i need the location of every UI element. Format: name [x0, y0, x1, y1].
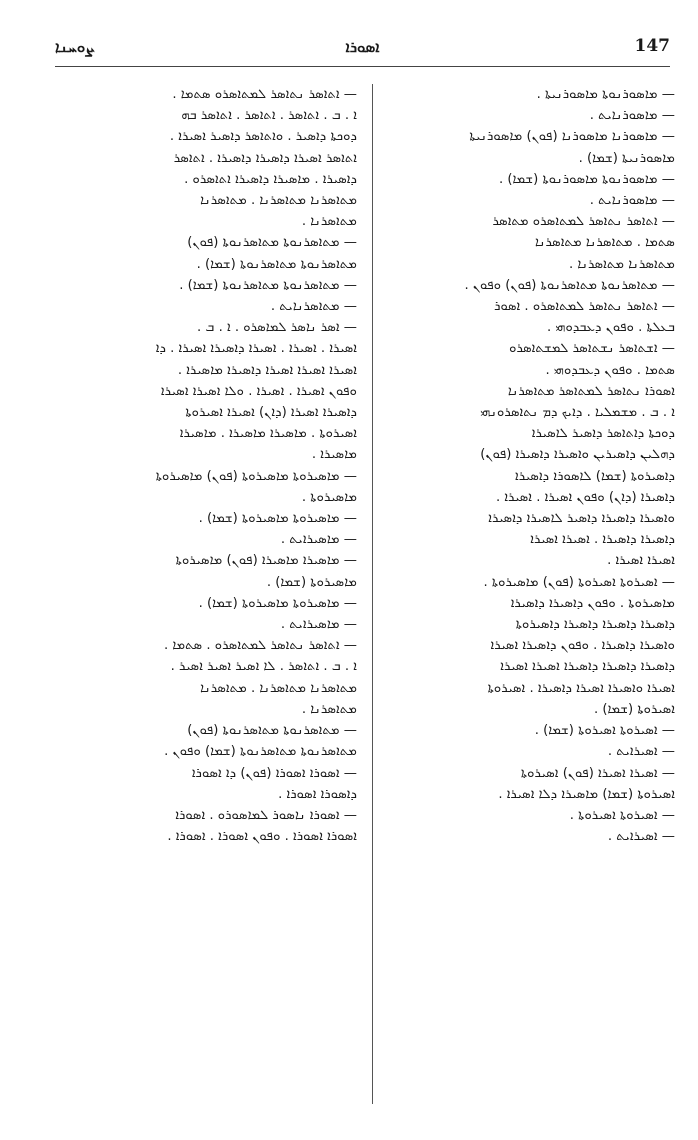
column-divider [372, 84, 373, 1104]
column-right: — ܡܐܣܘܪܢܘܬܐ ܡܐܣܘܪܢܝܬܐ . — ܡܐܣܘܪܢܐܝܬ . — ܡܐܣܘܪܢܐ ܡܐܣܘܪܢܐ (ܦܘܢ) ܡܐܣܘܪܢܝܬܐ ܡܐܣܘܪܢܝܬܐ (ܫܡܐ) . — ܡܐܣܘܪܢܘܬܐ ܡܐܣܘܪܢܘܬܐ (ܫܡܐ) . — ܡܐܣܘܪܢܐܝܬ . — ܐܬܐܣܪ ܢܬܐܣܪ ܠܡܬܐܣܪܘ ܡܬܐܣܪ ܣܬܡܐ . ܡܬܐܣܪܢܐ ܡܬܐܣܪܢܐ ܡܬܐܣܪܢܐ ܡܬܐܣܪܢܐ . — ܡܬܐܣܪܢܘܬܐ ܡܬܐܣܪܢܘܬܐ (ܦܘܢ) ܘܦܘܢ . — ܐܬܐܣܪ ܢܬܐܣܪ ܠܡܬܐܣܪܘ . ܐܣܘܪ ܒܥܠܬܐ . ܘܦܘܢ ܕܥܒܕܘܗܝ . — ܐܫܬܐܣܪ ܢܫܬܐܣܪ ܠܡܫܬܐܣܪܘ ܣܬܡܐ . ܘܦܘܢ ܕܥܒܕܘܗܝ . ܐܣܘܪܐ ܢܬܐܣܪ ܠܡܬܐܣܪ ܡܬܐܣܪܢܐ ܐ . ܒ . ܡܫܡܠܝܐ . ܕܐܝܟ ܕܡ ܢܬܐܣܪܘܢܗܝ ܕܘܟܬܐ ܕܐܬܐܣܪ ܕܐܣܝܪ ܠܐܣܝܪܐ ܕܗܠܝܢ ܕܐܣܝܪܝܢ ܘܐܣܝܪܐ ܕܐܣܝܪܐ (ܦܘܢ) ܕܐܣܝܪܘܬܐ (ܫܡܐ) ܠܐܣܘܪܐ ܕܐܣܝܪܐ ܕܐܣܝܪܐ (ܕܐܢ) ܘܦܘܢ ܐܣܝܪܐ . ܐܣܝܪܐ . ܘܐܣܝܪܐ ܕܐܣܝܪܐ ܕܐܣܝܪ ܠܐܣܝܪܐ ܕܐܣܝܪܐ ܕܐܣܝܪܐ ܕܐܣܝܪܐ . ܐܣܝܪܐ ܐܣܝܪܐ ܐܣܝܪܐ ܐܣܝܪܐ . — ܐܣܝܪܘܬܐ ܐܣܝܪܘܬܐ (ܦܘܢ) ܡܐܣܝܪܘܬܐ . ܡܐܣܝܪܘܬܐ . ܘܦܘܢ ܕܐܣܝܪܐ ܕܐܣܝܪܐ ܕܐܣܝܪܐ ܕܐܣܝܪܐ ܕܐܣܝܪܐ ܕܐܣܝܪܘܬܐ ܘܐܣܝܪܐ ܕܐܣܝܪܐ . ܘܦܘܢ ܕܐܣܝܪܐ ܐܣܝܪܐ ܕܐܣܝܪܐ ܕܐܣܝܪܐ ܕܐܣܝܪܐ ܐܣܝܪܐ ܐܣܝܪܐ ܐܣܝܪܐ ܘܐܣܝܪܐ ܐܣܝܪܐ ܕܐܣܝܪܐ . ܐܣܝܪܘܬܐ ܐܣܝܪܘܬܐ (ܫܡܐ) . — ܐܣܝܪܘܬܐ ܐܣܝܪܘܬܐ (ܫܡܐ) . — ܐܣܝܪܐܝܬ . — ܐܣܝܪܐ ܐܣܝܪܐ (ܦܘܢ) ܐܣܝܪܘܬܐ ܐܣܝܪܘܬܐ (ܫܡܐ) ܡܐܣܝܪܐ ܕܠܐ ܐܣܝܪܐ . — ܐܣܝܪܘܬܐ ܐܣܝܪܘܬܐ . — ܐܣܝܪܐܝܬ . [464, 87, 675, 845]
header-rule [55, 66, 670, 67]
page-number: 147 [634, 36, 670, 56]
page-header [55, 36, 670, 66]
running-head-left: ܨܘܚܢܐ [55, 38, 94, 56]
column-left: — ܐܬܐܣܪ ܢܬܐܣܪ ܠܡܬܐܣܪܘ ܣܬܡܐ . ܐ . ܒ . ܐܬܐܣܪ . ܐܬܐܣܪ . ܐܬܐܣܪ ܒܗ ܕܘܟܬܐ ܕܐܣܝܪ . ܘܐܬܐܣܪ ܕܐܣܝܪ ܐܣܝܪܐ . ܐܬܐܣܪ ܐܣܝܪܐ ܕܐܣܝܪܐ ܕܐܣܝܪܐ . ܐܬܐܣܪ ܕܐܣܝܪܐ . ܡܐܣܝܪܐ ܕܐܣܝܪܐ ܐܬܐܣܪܘ . ܡܬܐܣܪܢܐ ܡܬܐܣܪܢܐ . ܡܬܐܣܪܢܐ ܡܬܐܣܪܢܐ . — ܡܬܐܣܪܢܘܬܐ ܡܬܐܣܪܢܘܬܐ (ܦܘܢ) ܡܬܐܣܪܢܘܬܐ ܡܬܐܣܪܢܘܬܐ (ܫܡܐ) . — ܡܬܐܣܪܢܘܬܐ ܡܬܐܣܪܢܘܬܐ (ܫܡܐ) . — ܡܬܐܣܪܢܐܝܬ . — ܐܣܪ ܢܐܣܪ ܠܡܐܣܪܘ . ܐ . ܒ . ܐܣܝܪܐ . ܐܣܝܪܐ . ܐܣܝܪܐ ܕܐܣܝܪܐ ܐܣܝܪܐ . ܕܐ ܐܣܝܪܐ ܐܣܝܪܐ ܐܣܝܪܐ ܕܐܣܝܪܐ ܡܐܣܝܪܐ . ܘܦܘܢ ܐܣܝܪܐ . ܐܣܝܪܐ . ܘܠܐ ܐܣܝܪܐ ܐܣܝܪܐ ܕܐܣܝܪܐ ܐܣܝܪܐ (ܕܐܢ) ܐܣܝܪܐ ܐܣܝܪܘܬܐ ܐܣܝܪܘܬܐ . ܡܐܣܝܪܐ ܡܐܣܝܪܐ . ܡܐܣܝܪܐ ܡܐܣܝܪܐ . — ܡܐܣܝܪܘܬܐ ܡܐܣܝܪܘܬܐ (ܦܘܢ) ܡܐܣܝܪܘܬܐ ܡܐܣܝܪܘܬܐ . — ܡܐܣܝܪܘܬܐ ܡܐܣܝܪܘܬܐ (ܫܡܐ) . — ܡܐܣܝܪܐܝܬ . — ܡܐܣܝܪܐ ܡܐܣܝܪܐ (ܦܘܢ) ܡܐܣܝܪܘܬܐ ܡܐܣܝܪܘܬܐ (ܫܡܐ) . — ܡܐܣܝܪܘܬܐ ܡܐܣܝܪܘܬܐ (ܫܡܐ) . — ܡܐܣܝܪܐܝܬ . — ܐܬܐܣܪ ܢܬܐܣܪ ܠܡܬܐܣܪܘ . ܣܬܡܐ . ܐ . ܒ . ܐܬܐܣܪ . ܠܐ ܐܣܝܪ ܐܣܝܪ ܐܣܝܪ . ܡܬܐܣܪܢܐ ܡܬܐܣܪܢܐ . ܡܬܐܣܪܢܐ ܡܬܐܣܪܢܐ . — ܡܬܐܣܪܢܘܬܐ ܡܬܐܣܪܢܘܬܐ (ܦܘܢ) ܡܬܐܣܪܢܘܬܐ ܡܬܐܣܪܢܘܬܐ (ܫܡܐ) ܘܦܘܢ . — ܐܣܘܪܐ ܐܣܘܪܐ (ܦܘܢ) ܕܐ ܐܣܘܪܐ ܕܐܣܘܪܐ ܐܣܘܪܐ . — ܐܣܘܪܐ ܢܐܣܘܪ ܠܡܐܣܘܪܘ . ܐܣܘܪܐ ܐܣܘܪܐ ܐܣܘܪܐ . ܘܦܘܢ ܐܣܘܪܐ . ܐܣܘܪܐ . [155, 87, 357, 845]
running-head-center: ܐܣܘܪܐ [345, 38, 380, 56]
